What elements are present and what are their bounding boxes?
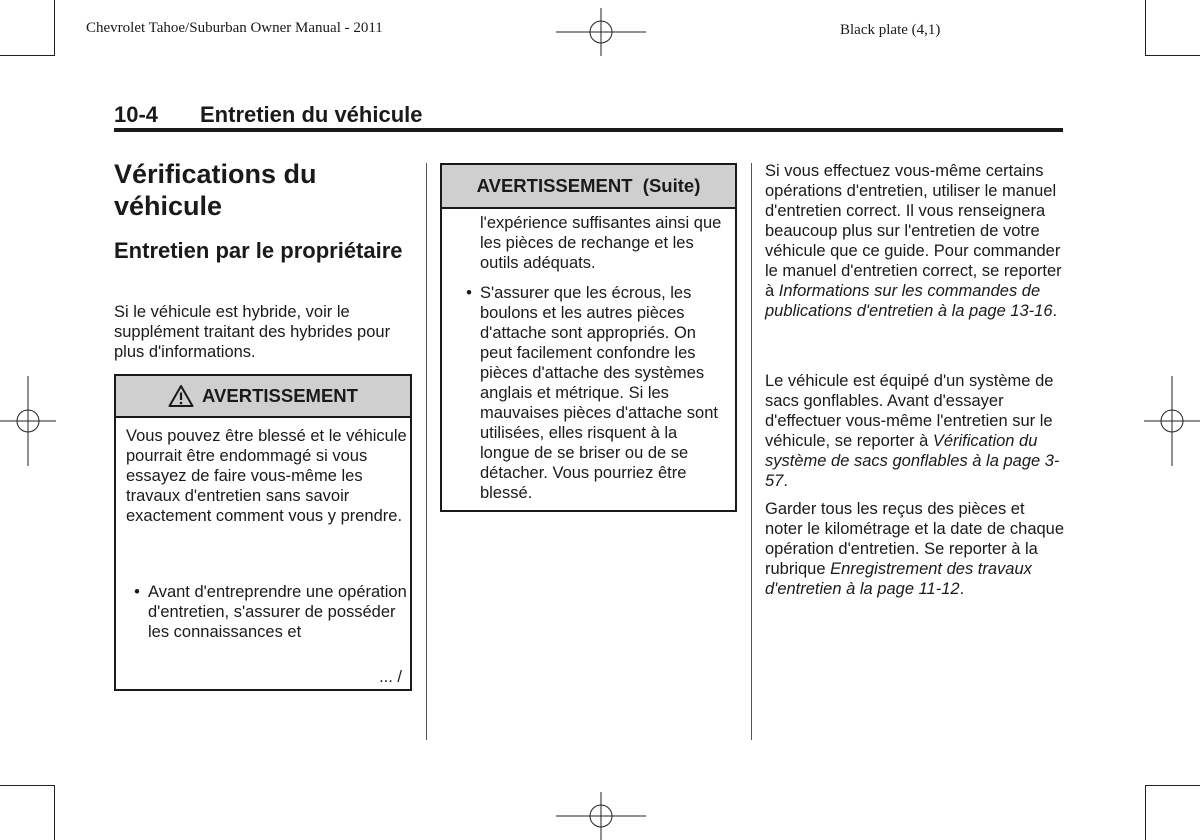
- period: .: [783, 472, 788, 490]
- cross-reference-link[interactable]: Informations sur les commandes de publications d'entretien à la page 13-16: [765, 282, 1053, 320]
- document-title: Chevrolet Tahoe/Suburban Owner Manual - 2011: [86, 20, 383, 36]
- column-divider: [426, 163, 427, 740]
- page-number: 10-4: [114, 102, 159, 127]
- crop-mark: [1145, 0, 1146, 56]
- crop-mark: [0, 785, 54, 786]
- crop-mark: [1145, 785, 1146, 840]
- bullet-text: Avant d'entreprendre une opération d'entretien, s'assurer de posséder les connaissances et: [148, 583, 407, 641]
- paragraph-text: Si vous effectuez vous-même certains opérations d'entretien, utiliser le manuel d'entretien correct. Il vous renseignera beaucoup plus sur l'entretien de votre véhicule que ce guide. Pour commander le manuel d'entretien correct, se reporter à: [765, 162, 1062, 300]
- warning-header: [442, 165, 735, 209]
- crop-mark: [1146, 55, 1200, 56]
- main-heading: Vérifications du véhicule: [114, 159, 317, 221]
- intro-paragraph: Si le véhicule est hybride, voir le supplément traitant des hybrides pour plus d'informations.: [114, 303, 391, 361]
- period: .: [1052, 302, 1058, 320]
- paragraph-airbags: [765, 371, 1065, 491]
- sub-heading: Entretien par le propriétaire: [114, 238, 403, 263]
- period: .: [959, 580, 965, 598]
- header-rule: [114, 128, 1063, 132]
- paragraph-receipts: [765, 499, 1065, 599]
- warning-bullet: [458, 283, 730, 503]
- bullet-icon: •: [466, 284, 472, 302]
- paragraph-publications: [765, 161, 1065, 321]
- warning-triangle-icon: [168, 384, 194, 408]
- continued-marker: ... /: [379, 668, 402, 686]
- warning-continuation: l'expérience suffisantes ainsi que les pièces de rechange et les outils adéquats.: [480, 214, 722, 272]
- column-divider: [751, 163, 752, 740]
- warning-heading: AVERTISSEMENT (Suite): [476, 175, 701, 196]
- registration-mark-icon: [556, 8, 646, 56]
- cross-reference-link[interactable]: Vérification du système de sacs gonflables à la page 3-57: [765, 432, 1060, 490]
- paragraph-text: Garder tous les reçus des pièces et noter le kilométrage et la date de chaque opération d'entretien. Se reporter à la rubrique: [765, 500, 1065, 578]
- cross-reference-link[interactable]: Enregistrement des travaux d'entretien à la page 11-12: [765, 560, 1032, 598]
- warning-body: Vous pouvez être blessé et le véhicule pourrait être endommagé si vous essayez de faire vous-même les travaux d'entretien sans savoir exactement comment vous y prendre.: [126, 427, 407, 525]
- warning-bullet: [126, 582, 408, 642]
- warning-header: [116, 376, 410, 418]
- crop-mark: [54, 0, 55, 56]
- warning-box-continued: [440, 163, 737, 512]
- registration-mark-icon: [0, 376, 56, 466]
- paragraph-text: Le véhicule est équipé d'un système de sacs gonflables. Avant d'essayer d'effectuer vous-même l'entretien sur le véhicule, se reporter à: [765, 372, 1054, 450]
- bullet-icon: •: [134, 583, 140, 601]
- crop-mark: [0, 55, 54, 56]
- section-title: Entretien du véhicule: [200, 102, 423, 127]
- crop-mark: [1146, 785, 1200, 786]
- bullet-text: S'assurer que les écrous, les boulons et les autres pièces d'attache sont appropriés. On peut facilement confondre les pièces d'attache des systèmes anglais et métrique. Si les mauvaises pièces d'attache sont utilisées, elles risquent à la longue de se briser ou de se détacher. Vous pourriez être blessé.: [480, 284, 718, 502]
- plate-label: Black plate (4,1): [840, 22, 941, 38]
- warning-heading: AVERTISSEMENT: [202, 385, 358, 406]
- registration-mark-icon: [1144, 376, 1200, 466]
- registration-mark-icon: [556, 792, 646, 840]
- warning-box: [114, 374, 412, 691]
- crop-mark: [54, 785, 55, 840]
